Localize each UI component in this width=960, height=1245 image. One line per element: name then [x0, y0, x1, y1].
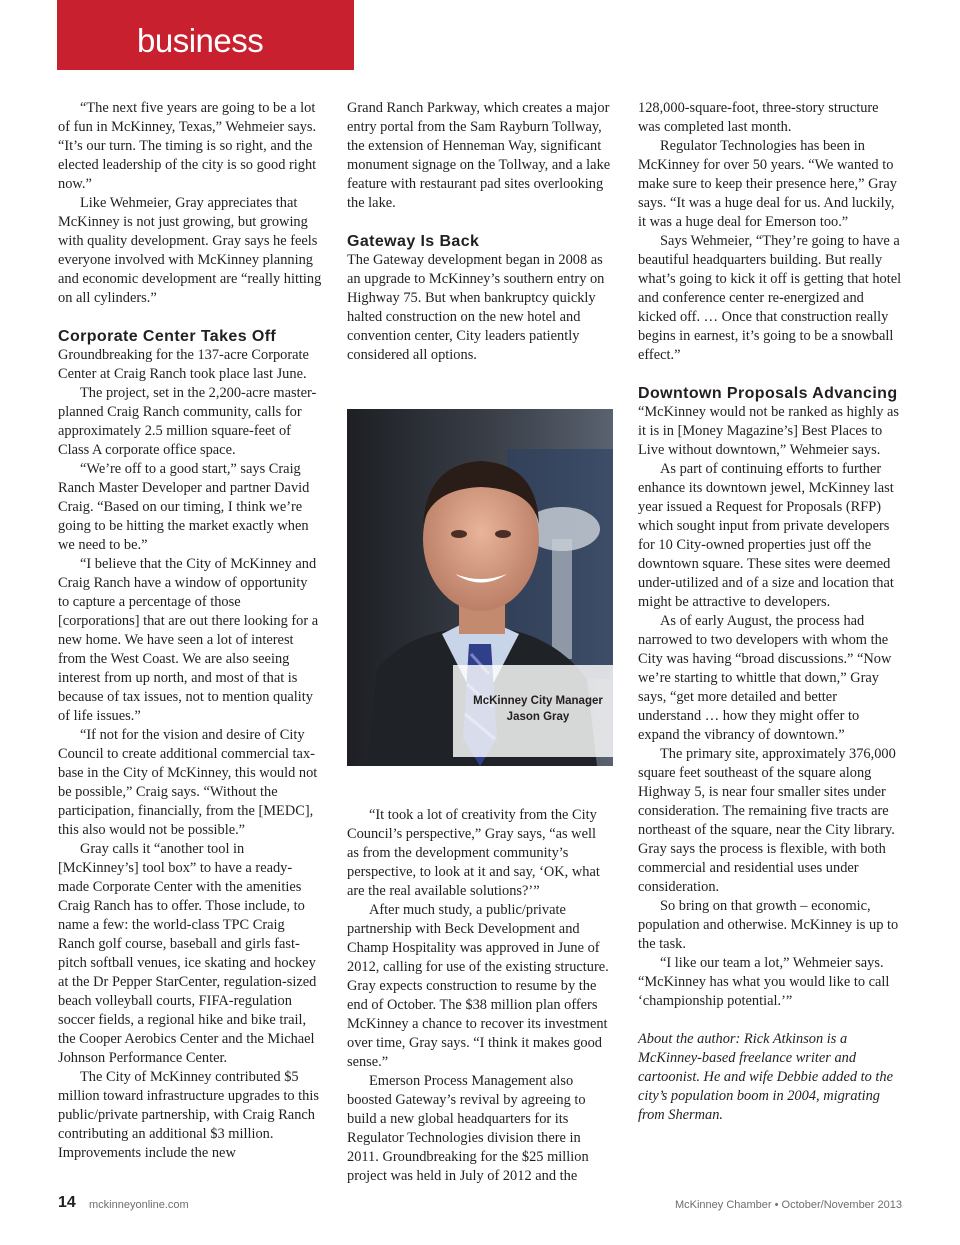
paragraph: Gray calls it “another tool in [McKinney’s] tool box” to have a ready-made Corporate Center with the amenities Craig Ranch has to offer. Those include, to name a few: the world-class TPC Craig Ranch golf course, baseball and girls fast-pitch softball venues, ice skating and hockey at the Dr Pepper StarCenter, regulation-sized beach volleyball courts, FIFA-regulation soccer fields, a regional hike and bike trail, the Cooper Aerobics Center and the Michael Johnson Performance Center.	[58, 841, 317, 1066]
paragraph: The City of McKinney contributed $5 million toward infrastructure upgrades to this public/private partnership, with Craig Ranch contributing an additional $3 million. Improvements include the new	[58, 1069, 319, 1161]
article-column-1	[58, 99, 322, 1163]
paragraph: Grand Ranch Parkway, which creates a major entry portal from the Sam Rayburn Tollway, the extension of Henneman Way, significant monument signage on the Tollway, and a lake feature with restaurant pad sites overlooking the lake.	[347, 100, 611, 211]
caption-title: McKinney City Manager	[473, 695, 603, 707]
article-column-2-top	[347, 99, 611, 365]
paragraph: As of early August, the process had narrowed to two developers with whom the City was having “broad discussions.” “Now we’re starting to whittle that down,” Gray says, “get more detailed and better understand … how they might offer to expand the vibrancy of downtown.”	[638, 613, 892, 743]
subheading-downtown: Downtown Proposals Advancing	[638, 385, 898, 402]
footer-publication: McKinney Chamber • October/November 2013	[674, 1199, 902, 1211]
paragraph: “If not for the vision and desire of City Council to create additional commercial tax-base in the City of McKinney, this would not be possible,” Craig says. “Without the participation, financially, from the [MEDC], this also would not be possible.”	[58, 727, 318, 838]
paragraph: The Gateway development began in 2008 as an upgrade to McKinney’s southern entry on Highway 75. But when bankruptcy quickly halted construction on the new hotel and convention center, City leaders patiently considered all options.	[347, 252, 605, 363]
caption-name: Jason Gray	[506, 711, 570, 723]
paragraph: “McKinney would not be ranked as highly as it is in [Money Magazine’s] Best Places to Live without downtown,” Wehmeier says.	[638, 404, 899, 458]
paragraph: “It took a lot of creativity from the City Council’s perspective,” Gray says, “as well as from the development community’s perspective, to look at it and say, ‘OK, what are the real available solutions?’”	[347, 807, 600, 899]
footer-website: mckinneyonline.com	[89, 1199, 189, 1211]
section-tab	[57, 0, 354, 70]
paragraph: “The next five years are going to be a lot of fun in McKinney, Texas,” Wehmeier says. “It’s our turn. The timing is so right, and the elected leadership of the city is so good right now.”	[58, 100, 317, 192]
paragraph: The primary site, approximately 376,000 square feet southeast of the square along Highway 5, is near four smaller sites under consideration. The remaining five tracts are northeast of the square, near the City library. Gray says the process is flexible, with both commercial and residential uses under consideration.	[638, 746, 896, 895]
subheading-gateway: Gateway Is Back	[347, 233, 480, 250]
article-column-3	[638, 99, 902, 1125]
page-number: 14	[58, 1194, 76, 1211]
paragraph: So bring on that growth – economic, population and otherwise. McKinney is up to the task.	[638, 898, 899, 952]
author-bio: About the author: Rick Atkinson is a McKinney-based freelance writer and cartoonist. He and wife Debbie added to the city’s population boom in 2004, migrating from Sherman.	[638, 1031, 893, 1123]
subheading-corporate-center: Corporate Center Takes Off	[58, 328, 277, 345]
paragraph: Groundbreaking for the 137-acre Corporate Center at Craig Ranch took place last June.	[58, 347, 309, 382]
paragraph: “We’re off to a good start,” says Craig Ranch Master Developer and partner David Craig. “Based on our timing, I think we’re going to be hitting the market exactly when we need to be.”	[58, 461, 310, 553]
paragraph: Like Wehmeier, Gray appreciates that McKinney is not just growing, but growing with quality development. Gray says he feels everyone involved with McKinney planning and economic development are “really hitting on all cylinders.”	[58, 195, 322, 306]
article-column-2-bottom	[347, 806, 611, 1186]
paragraph: Emerson Process Management also boosted Gateway’s revival by agreeing to build a new global headquarters for its Regulator Technologies division there in 2011. Groundbreaking for the $25 million project was held in July of 2012 and the	[347, 1073, 589, 1184]
section-label: business	[137, 22, 264, 59]
page-footer	[58, 1196, 902, 1216]
photo-caption	[453, 665, 623, 757]
paragraph: After much study, a public/private partnership with Beck Development and Champ Hospitality was approved in June of 2012, calling for use of the existing structure. Gray expects construction to resume by the end of October. The $38 million plan offers McKinney a chance to recover its investment over time, Gray says. “I think it makes good sense.”	[347, 902, 609, 1070]
paragraph: “I believe that the City of McKinney and Craig Ranch have a window of opportunity to capture a percentage of those [corporations] that are out there looking for a new home. We have seen a lot of interest from the West Coast. We are also seeing interest from up north, and most of that is because of tax issues, not to mention quality of life issues.”	[58, 556, 319, 724]
paragraph: As part of continuing efforts to further enhance its downtown jewel, McKinney last year issued a Request for Proposals (RFP) which sought input from private developers for 10 City-owned properties just off the downtown square. These sites were deemed under-utilized and of a size and location that might be attractive to developers.	[638, 461, 894, 610]
paragraph: Regulator Technologies has been in McKinney for over 50 years. “We wanted to make sure to keep their presence here,” Gray says. “It was a huge deal for us. And luckily, it was a huge deal for Emerson too.”	[638, 138, 897, 230]
paragraph: The project, set in the 2,200-acre master-planned Craig Ranch community, calls for approximately 2.5 million square-feet of Class A corporate office space.	[58, 385, 317, 458]
paragraph: “I like our team a lot,” Wehmeier says. “McKinney has what you would like to call ‘championship potential.’”	[638, 955, 890, 1009]
paragraph: Says Wehmeier, “They’re going to have a beautiful headquarters building. But really what’s going to kick it off is getting that hotel and conference center re-energized and kicked off. … Once that construction really begins in earnest, it’s going to be a snowball effect.”	[638, 233, 902, 363]
paragraph: 128,000-square-foot, three-story structure was completed last month.	[638, 100, 879, 135]
